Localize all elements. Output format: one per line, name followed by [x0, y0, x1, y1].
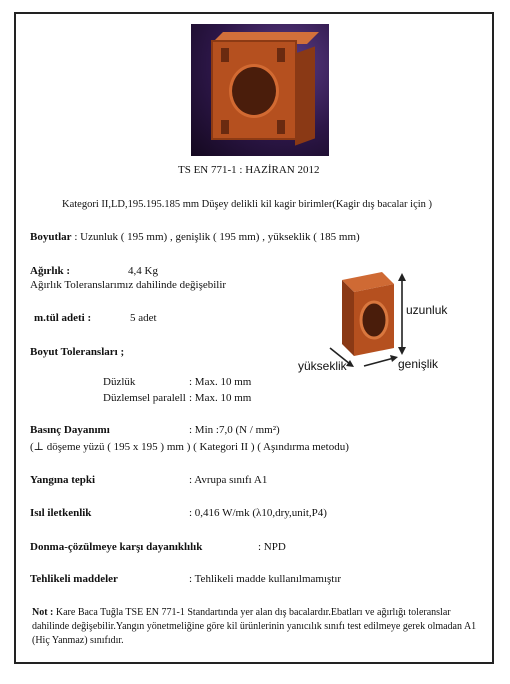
- tolerance-value-1: : Max. 10 mm: [189, 376, 252, 388]
- fire-value: : Avrupa sınıfı A1: [189, 474, 268, 486]
- height-arrow-head-top: [398, 273, 406, 281]
- photo-brick-slot: [221, 48, 229, 62]
- standard-title: TS EN 771-1 : HAZİRAN 2012: [178, 164, 320, 176]
- pressure-sub-text: döşeme yüzü ( 195 x 195 ) mm ) ( Kategori II ) ( Aşındırma metodu): [44, 441, 349, 453]
- count-label: m.tül adeti :: [34, 312, 92, 324]
- width-arrow: [364, 358, 394, 366]
- photo-brick-front: [211, 40, 297, 140]
- danger-value: : Tehlikeli madde kullanılmamıştır: [189, 573, 342, 585]
- danger-label: Tehlikeli maddeler: [30, 573, 118, 585]
- freeze-value: : NPD: [258, 541, 286, 553]
- product-photo: [191, 24, 329, 156]
- dimensions-value: : Uzunluk ( 195 mm) , genişlik ( 195 mm) , yükseklik ( 185 mm): [74, 231, 360, 243]
- diagram-brick-left: [342, 280, 354, 356]
- pressure-sub: (⊥ döşeme yüzü ( 195 x 195 ) mm ) ( Kategori II ) ( Aşındırma metodu): [30, 441, 349, 453]
- width-arrow-head: [390, 355, 398, 362]
- genislik-label: genişlik: [398, 357, 439, 371]
- dimension-diagram: [290, 270, 470, 380]
- weight-label: Ağırlık :: [30, 265, 71, 277]
- tolerance-heading: Boyut Toleransları ;: [30, 346, 125, 358]
- photo-brick-slot: [277, 120, 285, 134]
- perpendicular-symbol: ⊥: [33, 441, 45, 453]
- note-text: Kare Baca Tuğla TSE EN 771-1 Standartında yer alan dış bacalardır.Ebatları ve ağırlığı toleranslar dahilinde değişebilir.Yangın yönetmeliğine göre kil ürünlerinin yanıcılık sınıfı test edilmeye gerek olmadan A1 (Hiç Yanmaz) sınıfıdır.: [32, 607, 477, 646]
- dimensions-line: [30, 231, 360, 243]
- height-arrow-head-bottom: [398, 347, 406, 355]
- fire-label: Yangına tepki: [30, 474, 96, 486]
- weight-value: 4,4 Kg: [128, 265, 158, 277]
- note-paragraph: [32, 606, 478, 648]
- count-value: 5 adet: [130, 312, 157, 324]
- photo-brick-side: [295, 46, 315, 145]
- tolerance-value-2: : Max. 10 mm: [189, 392, 252, 404]
- category-line: Kategori II,LD,195.195.185 mm Düşey delikli kil kagir birimler(Kagir dış bacalar için ): [62, 199, 433, 210]
- tolerance-label-2: Düzlemsel paralell: [103, 392, 186, 404]
- diagram-brick-hole: [361, 302, 387, 338]
- weight-note: Ağırlık Toleranslarımız dahilinde değişebilir: [30, 279, 227, 291]
- yukseklik-label: yükseklik: [298, 359, 347, 373]
- photo-brick-hole: [229, 64, 279, 118]
- pressure-value: : Min :7,0 (N / mm²): [189, 424, 280, 436]
- photo-brick-slot: [221, 120, 229, 134]
- thermal-label: Isıl iletkenlik: [30, 507, 92, 519]
- tolerance-label-1: Düzlük: [103, 376, 136, 388]
- dimensions-label: Boyutlar: [30, 231, 72, 243]
- pressure-label: Basınç Dayanımı: [30, 424, 110, 436]
- note-label: Not :: [32, 607, 54, 618]
- freeze-label: Donma-çözülmeye karşı dayanıklılık: [30, 541, 203, 553]
- brick-diagram-svg: [290, 270, 470, 380]
- thermal-value: : 0,416 W/mk (λ10,dry,unit,P4): [189, 507, 327, 519]
- uzunluk-label: uzunluk: [406, 303, 448, 317]
- photo-brick-slot: [277, 48, 285, 62]
